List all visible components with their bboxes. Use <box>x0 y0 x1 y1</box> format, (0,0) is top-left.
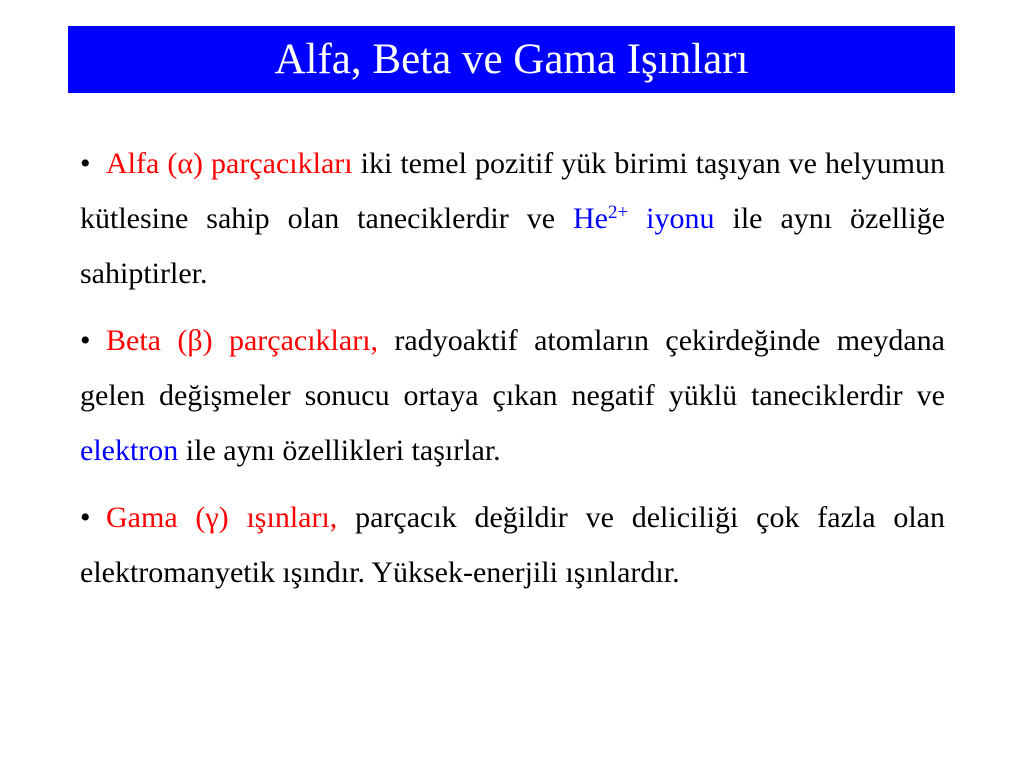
helium-ion-highlight <box>573 202 715 235</box>
alfa-text-2: ile aynı özelliğe sahiptirler. <box>80 202 946 290</box>
bullet-marker: • <box>80 324 91 357</box>
helium-symbol: He <box>573 202 608 235</box>
beta-text-1: radyoaktif atomların çekirdeğinde meydana gelen değişmeler sonucu ortaya çıkan negatif yüklü taneciklerdir ve <box>80 324 945 412</box>
title-bar <box>68 26 955 93</box>
electron-highlight: elektron <box>80 434 179 467</box>
alfa-text-1: iki temel pozitif yük birimi taşıyan ve helyumun kütlesine sahip olan taneciklerdir ve <box>80 147 945 235</box>
helium-ion-word: iyonu <box>628 202 715 235</box>
bullet-marker: • <box>80 501 91 534</box>
term-alfa: Alfa (α) parçacıkları <box>106 147 353 180</box>
helium-charge: 2+ <box>608 202 629 223</box>
term-beta: Beta (β) parçacıkları, <box>106 324 379 357</box>
bullet-beta <box>80 313 945 478</box>
slide-content <box>80 136 945 612</box>
term-gama: Gama (γ) ışınları, <box>106 501 338 534</box>
gama-text-1: parçacık değildir ve deliciliği çok fazla olan elektromanyetik ışındır. Yüksek-enerjili ışınlardır. <box>80 501 945 589</box>
slide-title: Alfa, Beta ve Gama Işınları <box>274 36 749 83</box>
bullet-gama <box>80 490 945 600</box>
bullet-alfa <box>80 136 945 301</box>
beta-text-2: ile aynı özellikleri taşırlar. <box>178 434 501 467</box>
bullet-marker: • <box>80 147 91 180</box>
